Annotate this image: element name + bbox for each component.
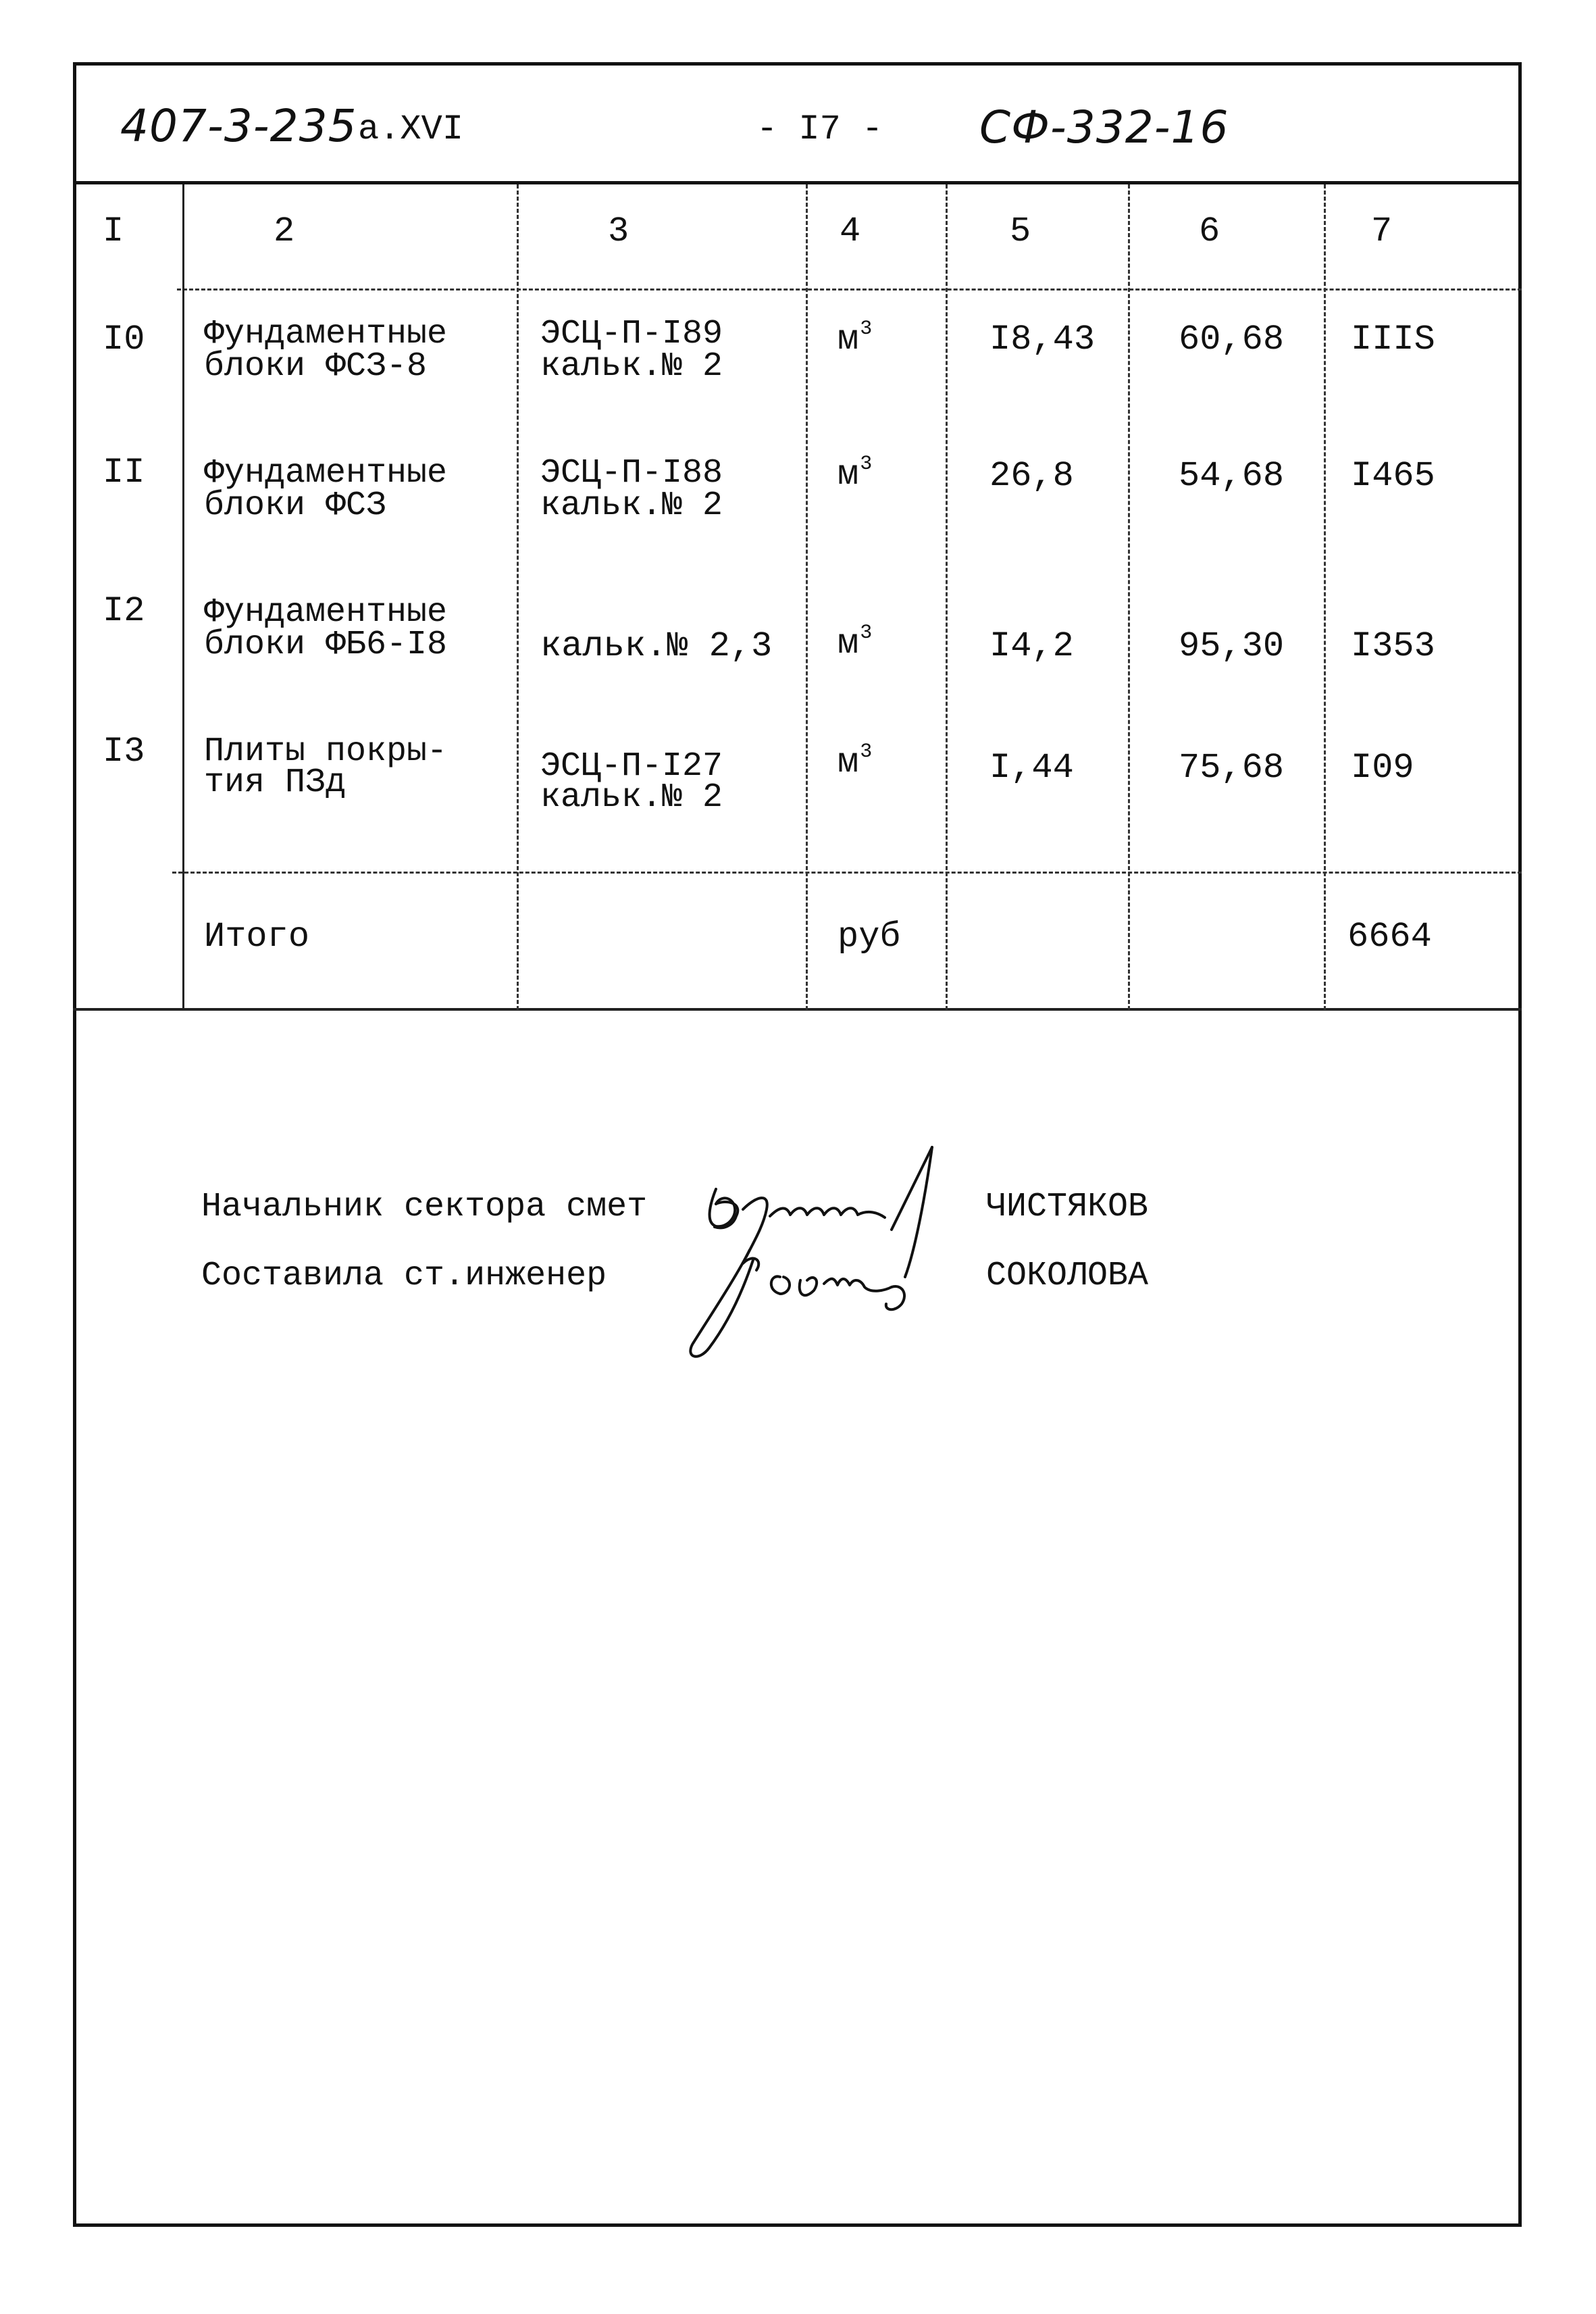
item-ref-line2: кальк.№ 2 xyxy=(540,778,723,817)
page-number: - I7 - xyxy=(756,109,883,149)
item-quantity: 26,8 xyxy=(989,456,1074,496)
row-number: II xyxy=(103,453,145,493)
item-unit: $м^3$ xyxy=(838,453,873,495)
col-divider-6 xyxy=(1324,184,1326,1010)
item-unit: $м^3$ xyxy=(838,740,873,782)
col-divider-5 xyxy=(1128,184,1130,1010)
item-price: 75,68 xyxy=(1179,748,1285,788)
project-code: 407-3-235 xyxy=(120,100,357,152)
col-divider-2 xyxy=(517,184,519,1010)
item-name-line2: блоки ФСЗ xyxy=(204,486,387,525)
item-name-line1: Фундаментные xyxy=(204,454,448,493)
item-unit: $м^3$ xyxy=(838,622,873,663)
handwritten-signatures xyxy=(669,1142,993,1378)
item-price: 54,68 xyxy=(1179,456,1285,496)
signer-name-2: СОКОЛОВА xyxy=(986,1257,1149,1295)
item-quantity: I8,43 xyxy=(989,320,1096,359)
item-quantity: I4,2 xyxy=(989,626,1074,666)
total-label: Итого xyxy=(204,917,310,957)
sheet-code: СФ-332-16 xyxy=(979,101,1229,153)
item-price: 60,68 xyxy=(1179,320,1285,359)
signer-name-1: ЧИСТЯКОВ xyxy=(986,1188,1149,1226)
header-divider xyxy=(73,181,1522,184)
col-number-7: 7 xyxy=(1371,211,1393,251)
col-divider-3 xyxy=(806,184,808,1010)
signer-role-1: Начальник сектора смет xyxy=(201,1188,648,1226)
row-number: I2 xyxy=(103,591,145,631)
col-number-4: 4 xyxy=(840,211,861,251)
item-total: I353 xyxy=(1351,626,1435,666)
item-name-line1: Плиты покры- xyxy=(204,732,448,771)
item-total: I09 xyxy=(1351,748,1414,788)
column-header-divider xyxy=(177,288,1522,291)
total-row-divider xyxy=(172,872,1522,874)
signer-role-2: Составила ст.инженер xyxy=(201,1257,607,1295)
item-name-line2: блоки ФБ6-I8 xyxy=(204,626,448,664)
item-ref-line2: кальк.№ 2,3 xyxy=(540,626,773,666)
item-total: IIIS xyxy=(1351,320,1435,359)
item-ref-line2: кальк.№ 2 xyxy=(540,486,723,525)
total-unit: руб xyxy=(838,917,901,957)
col-number-2: 2 xyxy=(274,211,295,251)
col-number-1: I xyxy=(103,211,124,251)
album-number: а.XVI xyxy=(358,109,464,149)
item-name-line2: блоки ФСЗ-8 xyxy=(204,347,428,386)
item-ref-line1: ЭСЦ-П-I89 xyxy=(540,315,723,353)
row-number: I0 xyxy=(103,320,145,359)
item-price: 95,30 xyxy=(1179,626,1285,666)
item-ref-line1: ЭСЦ-П-I27 xyxy=(540,747,723,786)
item-name-line1: Фундаментные xyxy=(204,315,448,353)
item-name-line2: тия ПЗд xyxy=(204,763,346,802)
item-ref-line1: ЭСЦ-П-I88 xyxy=(540,454,723,493)
table-bottom-rule xyxy=(73,1008,1522,1011)
item-total: I465 xyxy=(1351,456,1435,496)
col-divider-1 xyxy=(182,184,184,1010)
col-number-5: 5 xyxy=(1010,211,1031,251)
grand-total: 6664 xyxy=(1347,917,1432,957)
col-number-3: 3 xyxy=(608,211,629,251)
row-number: I3 xyxy=(103,732,145,772)
col-divider-4 xyxy=(946,184,948,1010)
col-number-6: 6 xyxy=(1199,211,1220,251)
item-ref-line2: кальк.№ 2 xyxy=(540,347,723,386)
item-quantity: I,44 xyxy=(989,748,1074,788)
item-unit: $м^3$ xyxy=(838,318,873,359)
item-name-line1: Фундаментные xyxy=(204,593,448,632)
